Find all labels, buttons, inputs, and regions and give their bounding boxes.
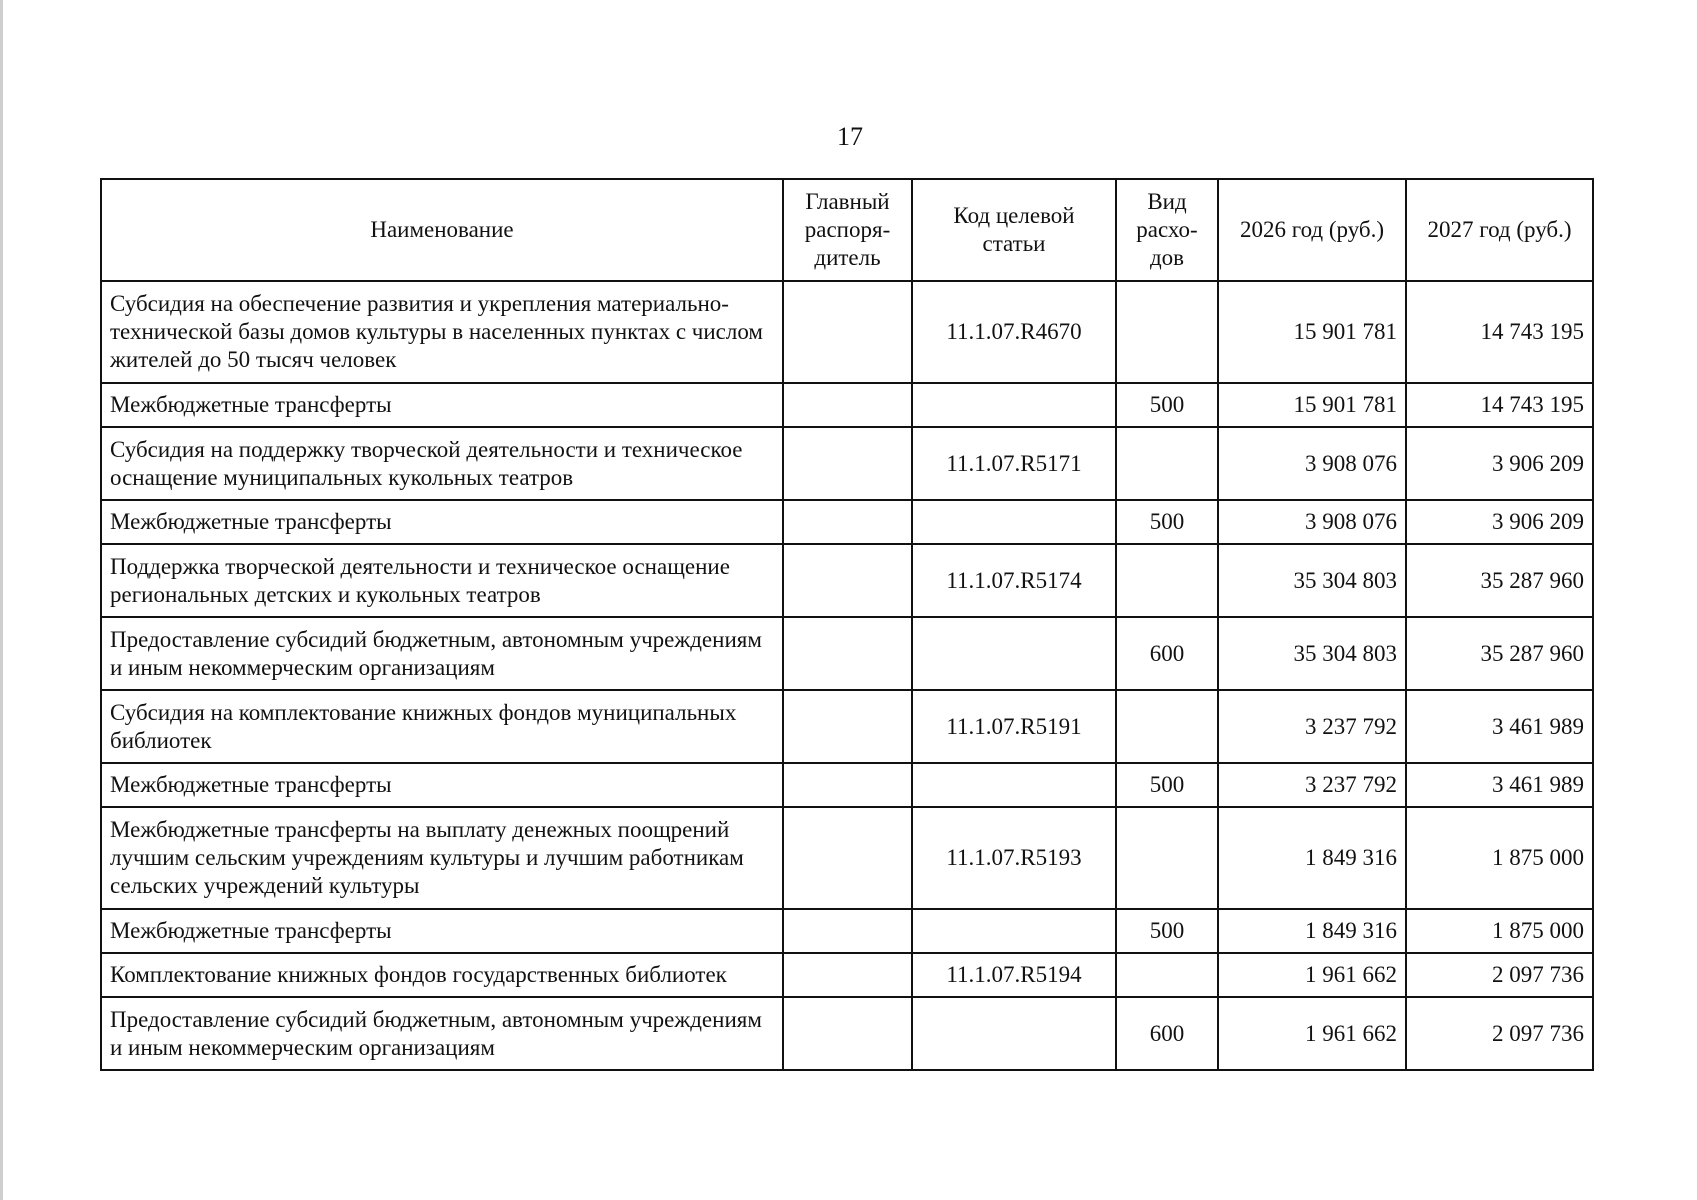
cell-2027: 1 875 000 [1406,909,1593,953]
cell-grbs [783,617,912,690]
cell-grbs [783,500,912,544]
table-row [101,997,1593,1070]
cell-2026: 35 304 803 [1218,544,1406,617]
cell-code [912,500,1116,544]
table-header-row [101,179,1593,281]
cell-grbs [783,807,912,909]
cell-2027: 2 097 736 [1406,997,1593,1070]
cell-2027: 35 287 960 [1406,544,1593,617]
page-number: 17 [837,122,863,151]
cell-vid [1116,953,1218,997]
cell-vid: 600 [1116,997,1218,1070]
cell-2026: 1 849 316 [1218,909,1406,953]
cell-code: 11.1.07.R5193 [912,807,1116,909]
cell-vid [1116,690,1218,763]
cell-grbs [783,953,912,997]
cell-vid: 500 [1116,383,1218,427]
cell-2026: 15 901 781 [1218,281,1406,383]
table-row [101,617,1593,690]
cell-2026: 3 237 792 [1218,690,1406,763]
cell-vid: 500 [1116,763,1218,807]
cell-2027: 3 461 989 [1406,763,1593,807]
cell-name: Межбюджетные трансферты [101,500,783,544]
cell-code: 11.1.07.R5174 [912,544,1116,617]
cell-code: 11.1.07.R5191 [912,690,1116,763]
header-2026: 2026 год (руб.) [1218,179,1406,281]
header-code: Код целевой статьи [912,179,1116,281]
cell-code [912,763,1116,807]
cell-name: Субсидия на обеспечение развития и укрепления материально-технической базы домов культуры в населенных пунктах с числом жителей до 50 тысяч человек [101,281,783,383]
header-name: Наименование [101,179,783,281]
cell-2027: 1 875 000 [1406,807,1593,909]
cell-grbs [783,763,912,807]
cell-2027: 3 461 989 [1406,690,1593,763]
cell-2027: 14 743 195 [1406,281,1593,383]
cell-name: Межбюджетные трансферты [101,909,783,953]
cell-2026: 1 961 662 [1218,997,1406,1070]
table-row [101,909,1593,953]
table-row [101,281,1593,383]
table-row [101,427,1593,500]
cell-name: Комплектование книжных фондов государственных библиотек [101,953,783,997]
cell-grbs [783,383,912,427]
cell-2026: 35 304 803 [1218,617,1406,690]
cell-code: 11.1.07.R4670 [912,281,1116,383]
cell-name: Межбюджетные трансферты [101,763,783,807]
cell-grbs [783,281,912,383]
cell-name: Поддержка творческой деятельности и техническое оснащение региональных детских и кукольных театров [101,544,783,617]
cell-2027: 2 097 736 [1406,953,1593,997]
table-row [101,690,1593,763]
header-2027: 2027 год (руб.) [1406,179,1593,281]
cell-grbs [783,544,912,617]
cell-2026: 1 849 316 [1218,807,1406,909]
cell-code [912,997,1116,1070]
header-vid: Вид расхо-дов [1116,179,1218,281]
cell-2026: 3 237 792 [1218,763,1406,807]
cell-code [912,383,1116,427]
cell-name: Субсидия на комплектование книжных фондов муниципальных библиотек [101,690,783,763]
cell-2026: 1 961 662 [1218,953,1406,997]
cell-vid: 500 [1116,500,1218,544]
cell-2027: 3 906 209 [1406,500,1593,544]
cell-name: Субсидия на поддержку творческой деятельности и техническое оснащение муниципальных кукольных театров [101,427,783,500]
table-row [101,544,1593,617]
cell-vid: 500 [1116,909,1218,953]
cell-2027: 3 906 209 [1406,427,1593,500]
budget-table [100,178,1594,1071]
cell-name: Межбюджетные трансферты на выплату денежных поощрений лучшим сельским учреждениям культуры и лучшим работникам сельских учреждений культуры [101,807,783,909]
table-row [101,807,1593,909]
cell-vid: 600 [1116,617,1218,690]
cell-grbs [783,997,912,1070]
cell-name: Межбюджетные трансферты [101,383,783,427]
cell-2026: 15 901 781 [1218,383,1406,427]
cell-2026: 3 908 076 [1218,500,1406,544]
cell-2027: 14 743 195 [1406,383,1593,427]
cell-grbs [783,427,912,500]
cell-code: 11.1.07.R5171 [912,427,1116,500]
cell-name: Предоставление субсидий бюджетным, автономным учреждениям и иным некоммерческим организациям [101,617,783,690]
cell-code: 11.1.07.R5194 [912,953,1116,997]
cell-name: Предоставление субсидий бюджетным, автономным учреждениям и иным некоммерческим организациям [101,997,783,1070]
table-row [101,383,1593,427]
cell-vid [1116,281,1218,383]
cell-vid [1116,544,1218,617]
cell-2027: 35 287 960 [1406,617,1593,690]
cell-vid [1116,807,1218,909]
page-left-edge [0,0,3,1200]
cell-2026: 3 908 076 [1218,427,1406,500]
table-row [101,763,1593,807]
table-row [101,500,1593,544]
table-row [101,953,1593,997]
cell-vid [1116,427,1218,500]
cell-code [912,909,1116,953]
header-grbs: Главный распоря-дитель [783,179,912,281]
cell-code [912,617,1116,690]
cell-grbs [783,909,912,953]
cell-grbs [783,690,912,763]
